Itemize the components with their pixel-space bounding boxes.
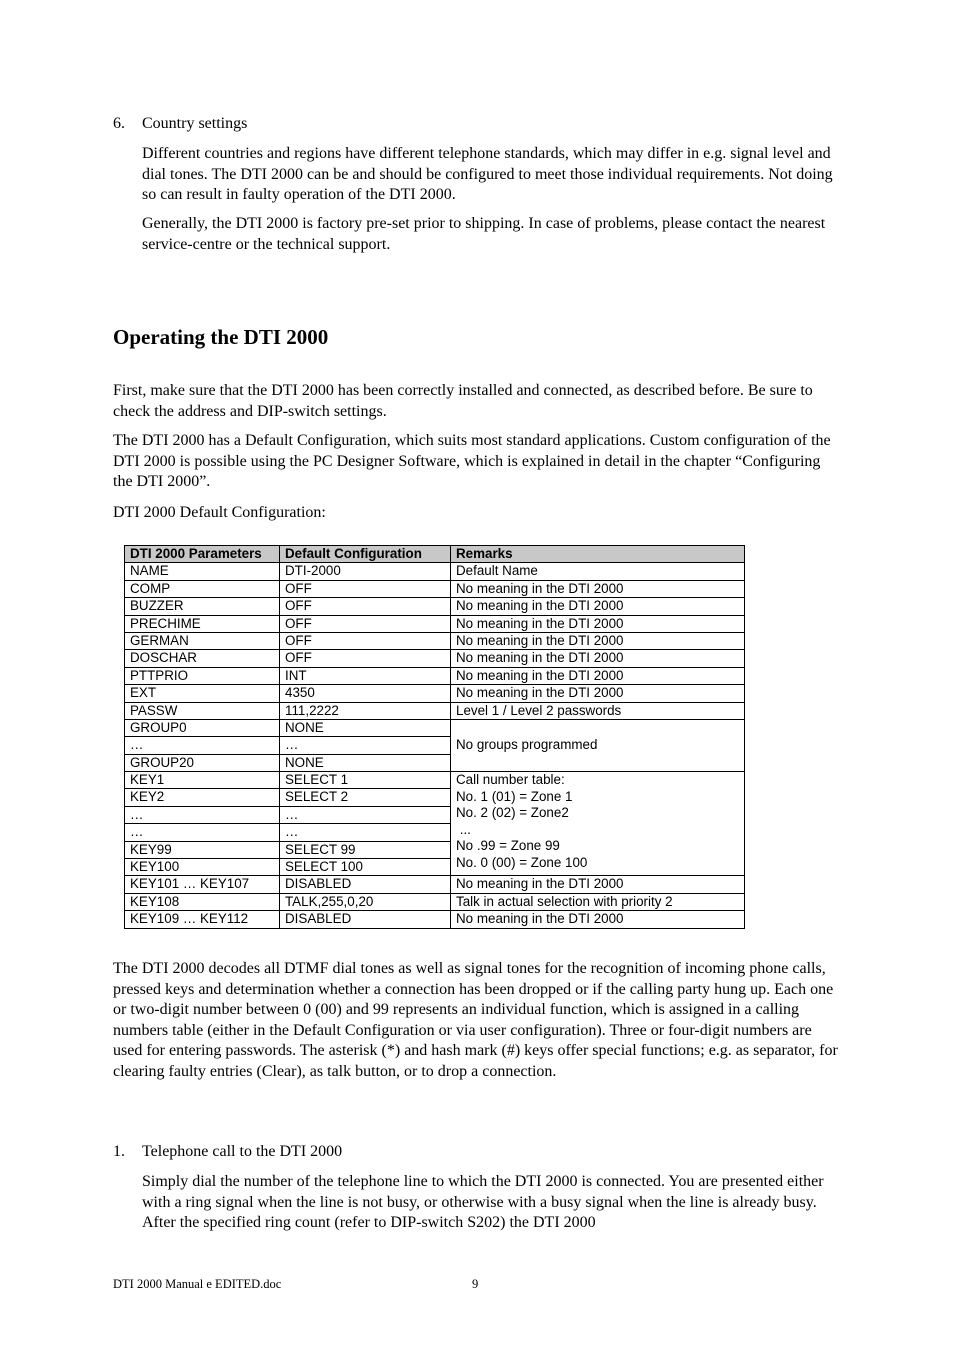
intro-paragraph-2: The DTI 2000 has a Default Configuration, which suits most standard applications. Custom configuration of the DTI 2000 is possible using the PC Designer Software, which is explained in detail in the chapter “Configuring the DTI 2000”. xyxy=(113,432,831,490)
table-cell: GERMAN xyxy=(125,632,280,649)
table-row xyxy=(125,772,745,789)
table-cell: … xyxy=(125,737,280,754)
table-cell: Level 1 / Level 2 passwords xyxy=(451,702,745,719)
intro-paragraph-1: First, make sure that the DTI 2000 has been correctly installed and connected, as described before. Be sure to check the address and DIP-switch settings. xyxy=(113,382,813,420)
table-cell: No meaning in the DTI 2000 xyxy=(451,911,745,928)
section-6-title: Country settings xyxy=(142,115,248,132)
section-1-number: 1. xyxy=(113,1143,125,1160)
table-cell: 111,2222 xyxy=(280,702,451,719)
table-cell: OFF xyxy=(280,598,451,615)
table-cell: KEY108 xyxy=(125,893,280,910)
section-1-title: Telephone call to the DTI 2000 xyxy=(142,1143,343,1160)
table-cell: OFF xyxy=(280,615,451,632)
table-cell: No meaning in the DTI 2000 xyxy=(451,685,745,702)
table-cell: No meaning in the DTI 2000 xyxy=(451,615,745,632)
table-row xyxy=(125,598,745,615)
table-cell: DISABLED xyxy=(280,876,451,893)
table-row xyxy=(125,702,745,719)
table-cell: No meaning in the DTI 2000 xyxy=(451,650,745,667)
call-number-line: No. 2 (02) = Zone2 xyxy=(456,805,569,821)
section-heading: Operating the DTI 2000 xyxy=(113,325,329,349)
column-header-parameters: DTI 2000 Parameters xyxy=(125,546,280,563)
table-cell: OFF xyxy=(280,650,451,667)
table-row xyxy=(125,893,745,910)
table-row xyxy=(125,580,745,597)
table-cell: PASSW xyxy=(125,702,280,719)
table-row xyxy=(125,563,745,580)
table-cell: No meaning in the DTI 2000 xyxy=(451,598,745,615)
call-number-line: No .99 = Zone 99 xyxy=(456,838,560,854)
section-6-number: 6. xyxy=(113,115,125,132)
table-cell: NAME xyxy=(125,563,280,580)
table-cell: EXT xyxy=(125,685,280,702)
table-row xyxy=(125,615,745,632)
call-number-table-cell xyxy=(451,772,745,876)
table-cell-merged: No groups programmed xyxy=(451,719,745,771)
table-cell: Default Name xyxy=(451,563,745,580)
table-cell: KEY1 xyxy=(125,772,280,789)
table-cell: No meaning in the DTI 2000 xyxy=(451,667,745,684)
footer-page-number: 9 xyxy=(472,1277,479,1291)
section-1-paragraph-1: Simply dial the number of the telephone line to which the DTI 2000 is connected. You are presented either with a ring signal when the line is not busy, or otherwise with a busy signal when the line is already busy. After the specified ring count (refer to DIP-switch S202) the DTI 2000 xyxy=(142,1173,824,1231)
table-cell: DOSCHAR xyxy=(125,650,280,667)
table-cell: KEY109 … KEY112 xyxy=(125,911,280,928)
default-configuration-table xyxy=(124,545,745,929)
section-6-paragraph-1: Different countries and regions have different telephone standards, which may differ in e.g. signal level and dial tones. The DTI 2000 can be and should be configured to meet those individual requirements. Not doing so can result in faulty operation of the DTI 2000. xyxy=(142,145,833,203)
dtmf-paragraph: The DTI 2000 decodes all DTMF dial tones as well as signal tones for the recognition of incoming phone calls, pressed keys and determination whether a connection has been dropped or if the calling party hung up. Each one or two-digit number between 0 (00) and 99 represents an individual function, which is assigned in a calling numbers table (either in the Default Configuration or via user configuration). Three or four-digit numbers are used for entering passwords. The asterisk (*) and hash mark (#) keys offer special functions; e.g. as separator, for clearing faulty entries (Clear), as talk button, or to drop a connection. xyxy=(113,960,838,1080)
table-cell: KEY100 xyxy=(125,859,280,876)
table-cell: KEY2 xyxy=(125,789,280,806)
footer-filename: DTI 2000 Manual e EDITED.doc xyxy=(113,1277,282,1291)
table-row xyxy=(125,685,745,702)
table-cell: No meaning in the DTI 2000 xyxy=(451,632,745,649)
table-row xyxy=(125,650,745,667)
column-header-remarks: Remarks xyxy=(451,546,745,563)
table-header-row xyxy=(125,546,745,563)
table-cell: INT xyxy=(280,667,451,684)
call-number-line: ... xyxy=(456,821,471,837)
table-cell: Talk in actual selection with priority 2 xyxy=(451,893,745,910)
table-cell: 4350 xyxy=(280,685,451,702)
table-cell: BUZZER xyxy=(125,598,280,615)
table-cell: KEY101 … KEY107 xyxy=(125,876,280,893)
call-number-line: Call number table: xyxy=(456,772,565,788)
table-cell: SELECT 99 xyxy=(280,841,451,858)
table-cell: GROUP20 xyxy=(125,754,280,771)
table-cell: SELECT 100 xyxy=(280,859,451,876)
call-number-line: No. 1 (01) = Zone 1 xyxy=(456,788,573,804)
table-cell: KEY99 xyxy=(125,841,280,858)
table-cell: OFF xyxy=(280,580,451,597)
table-row xyxy=(125,632,745,649)
table-cell: DISABLED xyxy=(280,911,451,928)
table-cell: PTTPRIO xyxy=(125,667,280,684)
table-row xyxy=(125,911,745,928)
table-row xyxy=(125,876,745,893)
table-cell: PRECHIME xyxy=(125,615,280,632)
table-cell: OFF xyxy=(280,632,451,649)
table-cell: … xyxy=(280,737,451,754)
table-cell: … xyxy=(125,806,280,823)
table-cell: NONE xyxy=(280,719,451,736)
table-caption: DTI 2000 Default Configuration: xyxy=(113,504,326,521)
call-number-line: No. 0 (00) = Zone 100 xyxy=(456,855,588,871)
table-row xyxy=(125,667,745,684)
table-cell: … xyxy=(125,824,280,841)
table-cell: SELECT 1 xyxy=(280,772,451,789)
table-cell: … xyxy=(280,824,451,841)
table-cell: TALK,255,0,20 xyxy=(280,893,451,910)
section-6-paragraph-2: Generally, the DTI 2000 is factory pre-set prior to shipping. In case of problems, please contact the nearest service-centre or the technical support. xyxy=(142,215,826,253)
table-cell: No meaning in the DTI 2000 xyxy=(451,876,745,893)
table-cell: SELECT 2 xyxy=(280,789,451,806)
table-cell: COMP xyxy=(125,580,280,597)
table-cell: NONE xyxy=(280,754,451,771)
column-header-default: Default Configuration xyxy=(280,546,451,563)
table-cell: No meaning in the DTI 2000 xyxy=(451,580,745,597)
table-row xyxy=(125,719,745,736)
table-cell: GROUP0 xyxy=(125,719,280,736)
table-cell: DTI-2000 xyxy=(280,563,451,580)
table-cell: … xyxy=(280,806,451,823)
